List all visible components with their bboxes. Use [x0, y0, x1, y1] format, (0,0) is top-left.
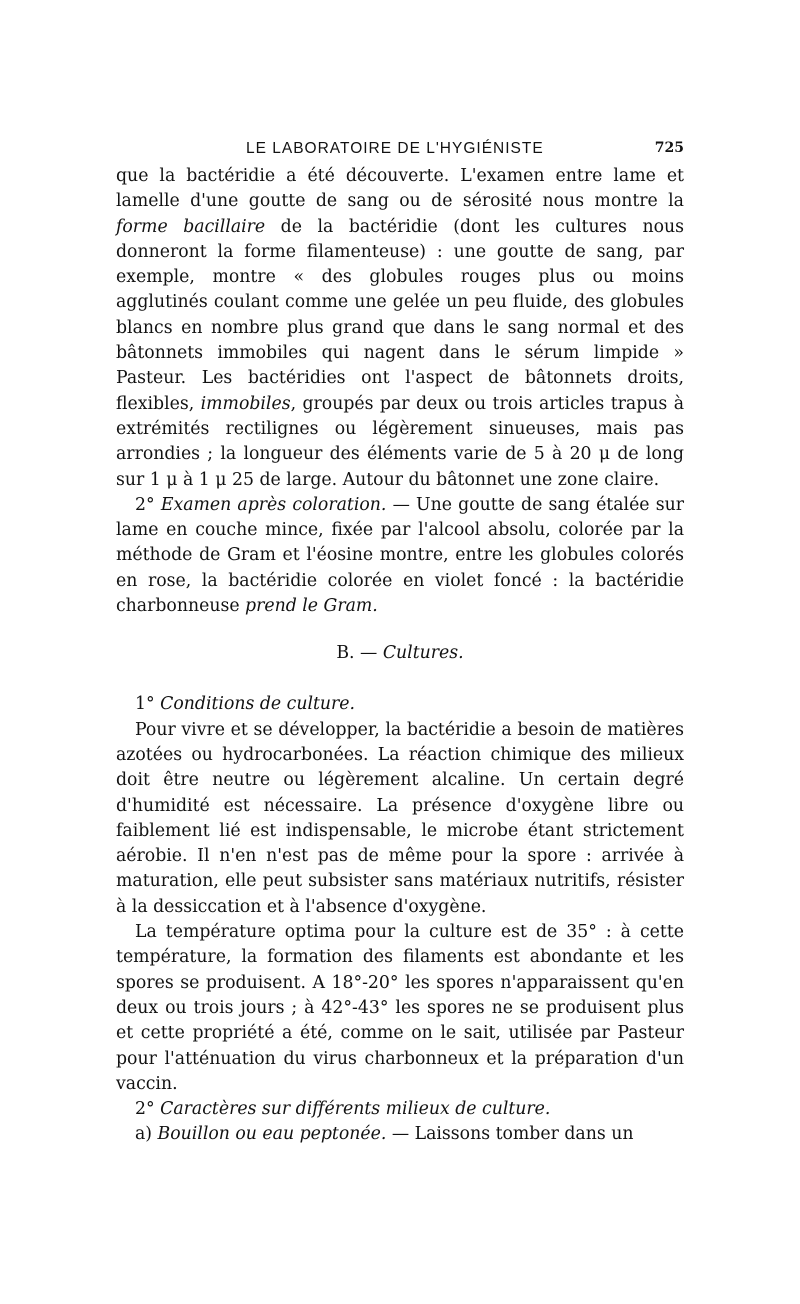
body-text: [116, 164, 684, 1148]
paragraph-temperature: La température optima pour la culture est de 35° : à cette température, la formation des filaments est abondante et les spores se produisent. A 18°-20° les spores n'apparaissent qu'en deux ou trois jours ; à 42°-43° les spores ne se produisent plus et cette propriété a été, comme on le sait, utilisée par Pasteur pour l'atténuation du virus charbonneux et la préparation d'un vaccin.: [116, 922, 684, 1094]
subsection-culture-conditions: 1° Conditions de culture.: [135, 694, 356, 715]
paragraph-bacillary-form: que la bactéridie a été découverte. L'examen entre lame et lamelle d'une goutte de sang ou de sérosité nous montre la forme bacillaire de la bactéridie (dont les cultures nous donneront la forme filamenteuse) : une goutte de sang, par exemple, montre « des globules rouges plus ou moins agglutinés coulant comme une gelée un peu fluide, des globules blancs en nombre plus grand que dans le sang normal et des bâtonnets immobiles qui nagent dans le sérum limpide » Pasteur. Les bactéridies ont l'aspect de bâtonnets droits, flexibles, immobiles, groupés par deux ou trois articles trapus à extrémités rectilignes ou légèrement sinueuses, mais pas arrondies ; la longueur des éléments varie de 5 à 20 μ de long sur 1 μ à 1 μ 25 de large. Autour du bâtonnet une zone claire.: [116, 166, 684, 490]
section-heading: B. — Cultures.: [336, 643, 464, 664]
subsection-heading: Examen après coloration.: [160, 494, 387, 515]
page-number: 725: [654, 140, 684, 156]
paragraph-staining: 2° Examen après coloration. — Une goutte de sang étalée sur lame en couche mince, fixée par l'alcool absolu, colorée par la méthode de Gram et l'éosine montre, entre les globules colorés en rose, la bactéridie colorée en violet foncé : la bactéridie charbonneuse prend le Gram.: [116, 494, 684, 617]
paragraph-broth: a) Bouillon ou eau peptonée. — Laissons tomber dans un: [135, 1124, 634, 1145]
italic-term: prend le Gram.: [245, 596, 378, 617]
paragraph-nutrition: Pour vivre et se développer, la bactéridie a besoin de matières azotées ou hydrocarbonées. La réaction chimique des milieux doit être neutre ou légèrement alcaline. Un certain degré d'humidité est nécessaire. La présence d'oxygène libre ou faiblement lié est indispensable, le microbe étant strictement aérobie. Il n'en n'est pas de même pour la spore : arrivée à maturation, elle peut subsister sans matériaux nutritifs, résister à la dessiccation et à l'absence d'oxygène.: [116, 719, 684, 917]
subsection-media: 2° Caractères sur différents milieux de culture.: [135, 1099, 551, 1120]
running-title: LE LABORATOIRE DE L'HYGIÉNISTE: [246, 140, 544, 157]
book-page: [116, 136, 684, 1286]
italic-term: immobiles: [200, 393, 291, 414]
page-header: [116, 136, 684, 164]
italic-term: forme bacillaire: [116, 216, 266, 237]
